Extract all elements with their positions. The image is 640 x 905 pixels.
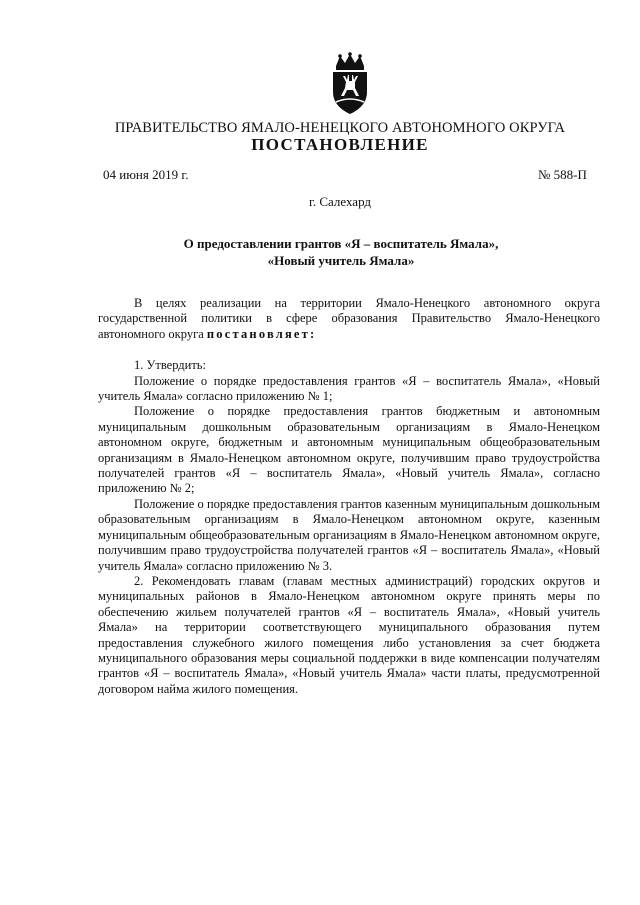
paragraph-gap: [98, 342, 600, 358]
document-type: ПОСТАНОВЛЕНИЕ: [251, 135, 429, 154]
item-1-heading: 1. Утвердить:: [134, 358, 206, 373]
item-2: 2. Рекомендовать главам (главам местных администраций) городских округов и муниципальных районов в Ямало-Ненецком автономном округе принять меры по обеспечению жильем получателей грантов «Я – воспитатель Ямала», «Новый учитель Ямала» на территории соответствующего муниципального образования путем предоставления служебного жилого помещения либо установления за счет бюджета муниципального образования меры социальной поддержки в виде компенсации получателям грантов «Я – воспитатель Ямала», «Новый учитель Ямала» части платы, предусмотренной договором найма жилого помещения.: [98, 573, 600, 696]
organization-name: ПРАВИТЕЛЬСТВО ЯМАЛО-НЕНЕЦКОГО АВТОНОМНОГО ОКРУГА: [114, 120, 566, 136]
document-city: г. Салехард: [308, 194, 372, 209]
coat-of-arms-icon: [326, 52, 374, 116]
document-date: 04 июня 2019 г.: [103, 167, 189, 182]
intro-text: В целях реализации на территории Ямало-Ненецкого автономного округа государственной политики в сфере образования Правительство Ямало-Ненецкого автономного округа: [98, 296, 600, 341]
item-1-c: Положение о порядке предоставления грантов казенным муниципальным дошкольным образовательным организациям в Ямало-Ненецком автономном округе, казенным муниципальным общеобразовательным организациям в Ямало-Ненецком автономном округе, получившим право трудоустройства получателей грантов «Я – воспитатель Ямала», «Новый учитель Ямала» согласно приложению № 3.: [98, 496, 600, 573]
title-line-1: О предоставлении грантов «Я – воспитатель Ямала»,: [183, 236, 499, 251]
document-title: [0, 235, 640, 269]
title-line-2: «Новый учитель Ямала»: [267, 253, 415, 268]
intro-paragraph: [98, 296, 600, 342]
document-body: [98, 296, 600, 697]
document-number: № 588-П: [538, 167, 587, 182]
item-1-a: Положение о порядке предоставления грантов «Я – воспитатель Ямала», «Новый учитель Ямала» согласно приложению № 1;: [98, 373, 600, 404]
decree-word: постановляет:: [206, 326, 317, 341]
item-1-b: Положение о порядке предоставления грантов бюджетным и автономным муниципальным дошкольным образовательным организациям в Ямало-Ненецком автономном округе, бюджетным и автономным муниципальным общеобразовательным организациям в Ямало-Ненецком автономном округе, получившим право трудоустройства получателей грантов «Я – воспитатель Ямала», «Новый учитель Ямала», согласно приложению № 2;: [98, 404, 600, 496]
